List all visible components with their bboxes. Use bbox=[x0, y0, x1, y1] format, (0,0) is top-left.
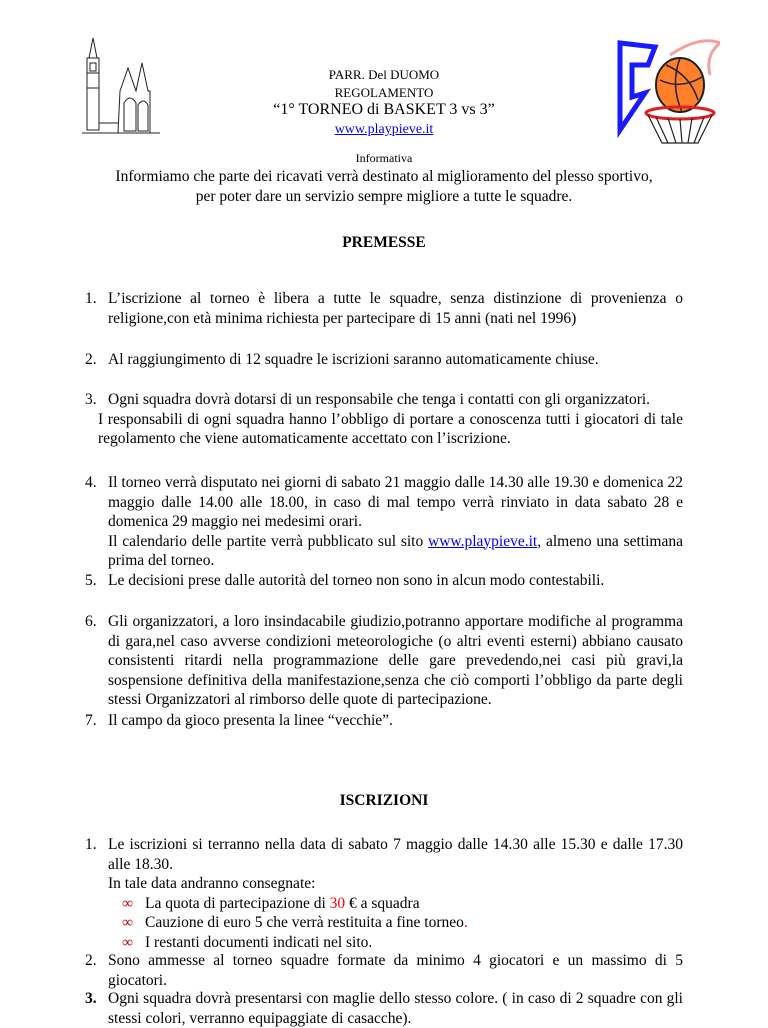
parish-name: PARR. Del DUOMO bbox=[328, 67, 440, 82]
premesse-item-7 bbox=[85, 711, 683, 731]
item-text: Ogni squadra dovrà presentarsi con maglie dello stesso colore. ( in caso di 2 squadre con gli stessi colori, verranno equipaggiate di casacche). bbox=[108, 990, 683, 1027]
item-number: 4. bbox=[85, 474, 97, 491]
item-text-2: I responsabili di ogni squadra hanno l’obbligo di portare a conoscenza tutti i giocatori di tale regolamento che viene automaticamente accettato con l’iscrizione. bbox=[98, 410, 683, 447]
item-text-2: In tale data andranno consegnate: bbox=[108, 875, 316, 892]
bullet-list bbox=[122, 894, 683, 953]
iscrizioni-item-3 bbox=[85, 989, 683, 1028]
item-number: 5. bbox=[85, 572, 97, 589]
item-text: L’iscrizione al torneo è libera a tutte le squadre, senza distinzione di provenienza o religione,con età minima richiesta per partecipare di 15 anni (nati nel 1996) bbox=[108, 290, 683, 327]
item-number: 7. bbox=[85, 712, 97, 729]
premesse-item-5 bbox=[85, 571, 683, 591]
bullet-text-end: € a squadra bbox=[345, 894, 420, 912]
item-text-2b: , almeno una settimana prima del torneo. bbox=[108, 532, 683, 569]
website-link-inline[interactable]: www.playpieve.it bbox=[428, 532, 538, 550]
informativa-label: Informativa bbox=[355, 151, 413, 165]
item-number: 3. bbox=[85, 391, 97, 408]
premesse-item-3 bbox=[85, 390, 683, 449]
item-number: 3. bbox=[85, 990, 97, 1007]
item-text: Le decisioni prese dalle autorità del torneo non sono in alcun modo contestabili. bbox=[108, 572, 605, 589]
premesse-item-2 bbox=[85, 350, 683, 370]
item-text: Il torneo verrà disputato nei giorni di sabato 21 maggio dalle 14.30 alle 19.30 e domenica 22 maggio dalle 14.00 alle 18.00, in caso di mal tempo verrà rinviato in data sabato 28 e domenica 29 maggio nei medesimi orari. bbox=[108, 474, 683, 530]
premesse-item-1 bbox=[85, 289, 683, 328]
intro-text: Informiamo che parte dei ricavati verrà destinato al miglioramento del plesso sportivo, per poter dare un servizio sempre migliore a tutte le squadre. bbox=[115, 168, 653, 205]
bullet-red-dot: . bbox=[463, 914, 468, 931]
item-number: 1. bbox=[85, 290, 97, 307]
item-text: Il campo da gioco presenta la linee “vecchie”. bbox=[108, 712, 393, 729]
page-title: “1° TORNEO di BASKET 3 vs 3” bbox=[273, 101, 495, 118]
infinity-bullet-icon: ∞ bbox=[122, 894, 134, 912]
fee-amount: 30 bbox=[329, 894, 346, 912]
item-text-2a: Il calendario delle partite verrà pubblicato sul sito bbox=[108, 532, 429, 550]
item-number: 2. bbox=[85, 351, 97, 368]
item-text: Le iscrizioni si terranno nella data di sabato 7 maggio dalle 14.30 alle 15.30 e dalle 17.30 alle 18.30. bbox=[108, 836, 683, 873]
bullet-text: La quota di partecipazione di bbox=[145, 894, 330, 912]
bullet-text: I restanti documenti indicati nel sito. bbox=[145, 933, 373, 951]
premesse-item-4 bbox=[85, 473, 683, 571]
iscrizioni-item-2 bbox=[85, 951, 683, 990]
website-link[interactable]: www.playpieve.it bbox=[334, 122, 434, 137]
item-text: Ogni squadra dovrà dotarsi di un responsabile che tenga i contatti con gli organizzatori. bbox=[108, 391, 651, 408]
infinity-bullet-icon: ∞ bbox=[122, 933, 134, 951]
infinity-bullet-icon: ∞ bbox=[122, 914, 134, 931]
bullet-item bbox=[122, 913, 683, 933]
item-number: 6. bbox=[85, 613, 97, 630]
item-text: Gli organizzatori, a loro insindacabile giudizio,potranno apportare modifiche al programma di gara,nel caso avverse condizioni meteorologiche (o altri eventi esterni) abbiano causato consistenti ritardi nella programmazione delle gare prevedendo,nei casi più gravi,la sospensione definitiva della manifestazione,senza che ciò comporti l’obbligo da parte degli stessi Organizzatori al rimborso delle quote di partecipazione. bbox=[108, 613, 683, 708]
item-number: 2. bbox=[85, 952, 97, 969]
bullet-item bbox=[122, 894, 683, 914]
bullet-item bbox=[122, 933, 683, 953]
item-text: Sono ammesse al torneo squadre formate da minimo 4 giocatori e un massimo di 5 giocatori. bbox=[108, 952, 683, 989]
bullet-text: Cauzione di euro 5 che verrà restituita a fine torneo bbox=[145, 914, 464, 931]
premesse-heading: PREMESSE bbox=[342, 234, 426, 251]
premesse-item-6 bbox=[85, 612, 683, 710]
iscrizioni-heading: ISCRIZIONI bbox=[339, 792, 429, 809]
item-text: Al raggiungimento di 12 squadre le iscrizioni saranno automaticamente chiuse. bbox=[108, 351, 599, 368]
doc-type: REGOLAMENTO bbox=[334, 85, 434, 100]
iscrizioni-item-1 bbox=[85, 835, 683, 952]
item-number: 1. bbox=[85, 836, 97, 853]
